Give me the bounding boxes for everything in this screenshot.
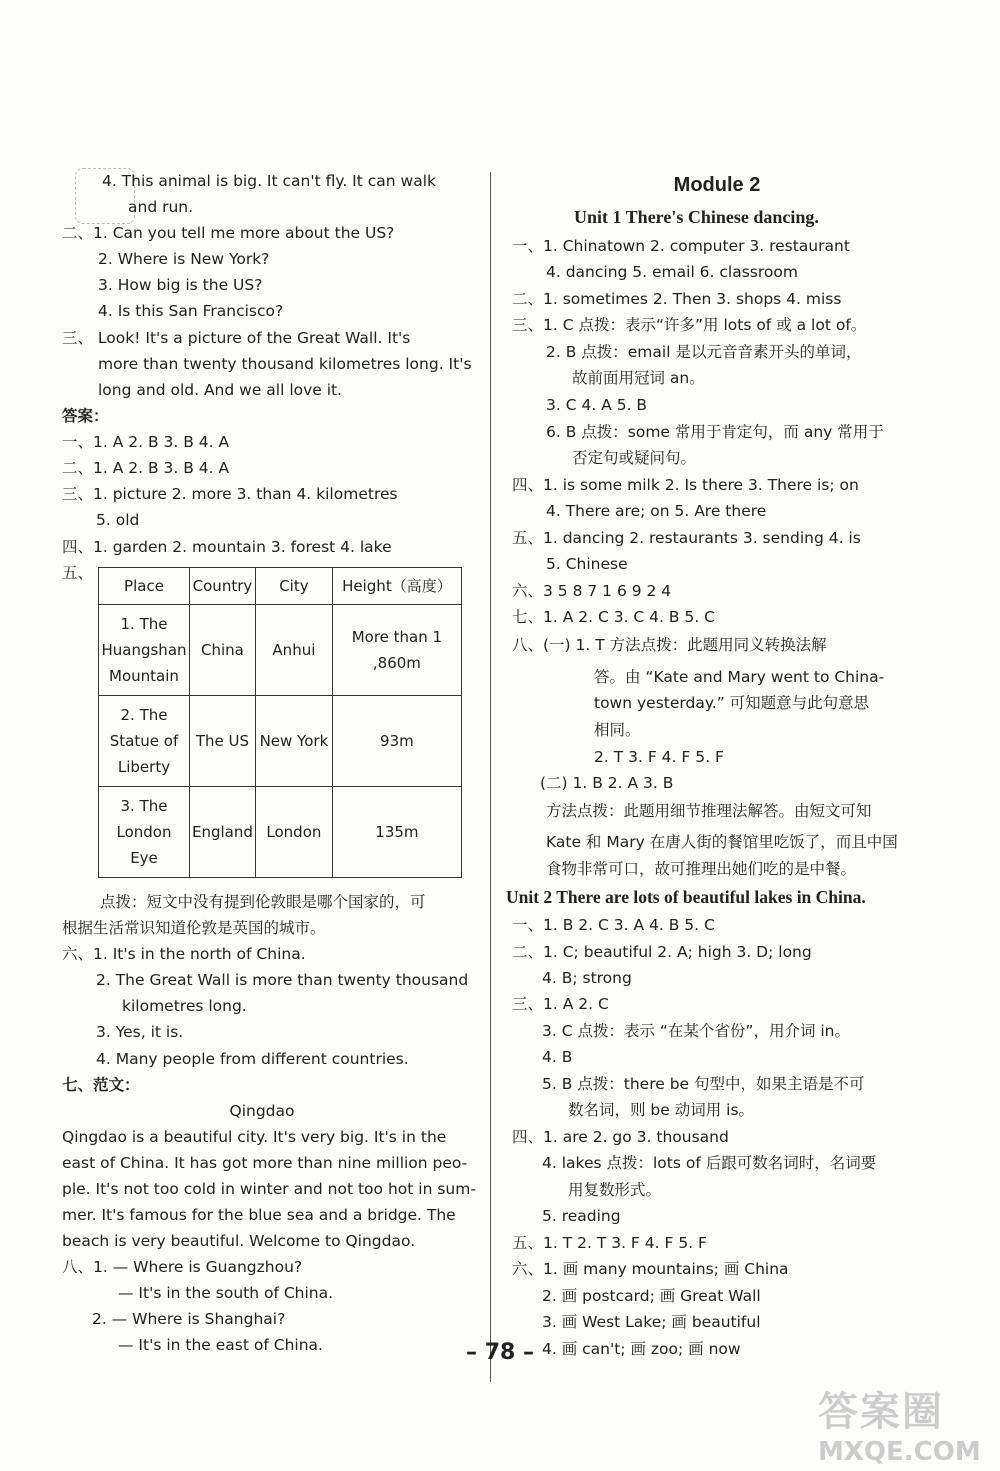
text-line: 方法点拨：此题用细节推理法解答。由短文可知 [546, 802, 872, 820]
text-line: 二、1. Can you tell me more about the US? [62, 224, 395, 242]
note-line: 根据生活常识知道伦敦是英国的城市。 [62, 919, 326, 937]
text-line: 4. B [542, 1048, 573, 1066]
text-line: (二) 1. B 2. A 3. B [540, 774, 674, 792]
text-line: 食物非常可口，故可推理出她们吃的是中餐。 [546, 860, 857, 878]
essay-line: Qingdao is a beautiful city. It's very big. It's in the [62, 1128, 447, 1146]
text-line: 四、1. garden 2. mountain 3. forest 4. lake [62, 538, 392, 556]
column-divider [490, 172, 491, 1382]
site-watermark-logo [818, 1380, 981, 1467]
table-cell: The US [190, 696, 256, 787]
text-line: 三、1. picture 2. more 3. than 4. kilometres [62, 485, 398, 503]
text-line: — It's in the east of China. [118, 1336, 323, 1354]
text-line: 三、 Look! It's a picture of the Great Wall. It's [62, 329, 411, 347]
text-line: 2. The Great Wall is more than twenty thousand [96, 971, 469, 989]
text-line: 4. Many people from different countries. [96, 1050, 409, 1068]
text-line: 三、1. C 点拨：表示“许多”用 lots of 或 a lot of。 [512, 316, 867, 334]
text-line: 4. 画 can't; 画 zoo; 画 now [542, 1340, 741, 1358]
text-line: 六、1. 画 many mountains; 画 China [512, 1260, 789, 1278]
text-line: 4. Is this San Francisco? [98, 302, 284, 320]
text-line: 二、1. A 2. B 3. B 4. A [62, 459, 230, 477]
text-line: 六、1. It's in the north of China. [62, 945, 306, 963]
text-line: 5. old [96, 511, 140, 529]
text-line: 六、3 5 8 7 1 6 9 2 4 [512, 582, 672, 600]
text-line: long and old. And we all love it. [98, 381, 343, 399]
essay-line: beach is very beautiful. Welcome to Qingdao. [62, 1232, 416, 1250]
text-line: 八、1. — Where is Guangzhou? [62, 1258, 303, 1276]
table-row [99, 787, 462, 878]
table-cell: New York [255, 696, 332, 787]
table-row [99, 605, 462, 696]
text-line: 一、1. A 2. B 3. B 4. A [62, 433, 230, 451]
text-line: 4. dancing 5. email 6. classroom [546, 263, 798, 281]
unit2-title: Unit 2 There are lots of beautiful lakes in China. [506, 887, 866, 907]
text-line: 相同。 [594, 721, 641, 739]
table-header-row [99, 568, 462, 605]
table-cell: 135m [332, 787, 461, 878]
text-line: 四、1. is some milk 2. Is there 3. There is; on [512, 476, 859, 494]
text-line: 3. C 点拨：表示 “在某个省份”，用介词 in。 [542, 1022, 851, 1040]
table-header-cell: City [255, 568, 332, 605]
watermark-logo-url: MXQE.COM [818, 1437, 981, 1467]
table-cell: Anhui [255, 605, 332, 696]
text-line: town yesterday.” 可知题意与此句意思 [594, 694, 870, 712]
text-line: 3. How big is the US? [98, 276, 263, 294]
essay-title: Qingdao [229, 1102, 295, 1120]
table-cell: 93m [332, 696, 461, 787]
text-line: 二、1. C; beautiful 2. A; high 3. D; long [512, 943, 812, 961]
text-line: kilometres long. [122, 997, 247, 1015]
places-table [98, 567, 462, 878]
text-line: 3. C 4. A 5. B [546, 396, 648, 414]
text-line: Kate 和 Mary 在唐人街的餐馆里吃饭了，而且中国 [546, 833, 898, 851]
text-line: 用复数形式。 [568, 1181, 662, 1199]
text-line: 5. Chinese [546, 555, 628, 573]
text-line: 2. B 点拨：email 是以元音音素开头的单词， [546, 343, 862, 361]
text-line: 答。由 “Kate and Mary went to China- [594, 668, 885, 686]
answers-heading: 答案： [62, 407, 109, 425]
text-line: 5. reading [542, 1207, 621, 1225]
text-line: 2. 画 postcard; 画 Great Wall [542, 1287, 761, 1305]
text-line: 五、 [62, 564, 94, 582]
text-line: 4. There are; on 5. Are there [546, 502, 767, 520]
text-line: 一、1. B 2. C 3. A 4. B 5. C [512, 916, 715, 934]
text-line: 三、1. A 2. C [512, 995, 609, 1013]
table-header-cell: Height（高度） [332, 568, 461, 605]
table-header-cell: Country [190, 568, 256, 605]
text-line: 4. lakes 点拨：lots of 后跟可数名词时，名词要 [542, 1154, 877, 1172]
text-line: and run. [128, 198, 194, 216]
text-line: 5. B 点拨：there be 句型中，如果主语是不可 [542, 1075, 865, 1093]
text-line: 一、1. Chinatown 2. computer 3. restaurant [512, 237, 850, 255]
text-line: more than twenty thousand kilometres long. It's [98, 355, 472, 373]
unit1-title: Unit 1 There's Chinese dancing. [574, 207, 819, 227]
text-line: 否定句或疑问句。 [572, 449, 697, 467]
sample-essay-heading: 七、范文： [62, 1076, 140, 1094]
module-title: Module 2 [673, 174, 761, 196]
text-line: 3. Yes, it is. [96, 1023, 184, 1041]
text-line: 2. T 3. F 4. F 5. F [594, 748, 724, 766]
table-cell: China [190, 605, 256, 696]
table-cell: London [255, 787, 332, 878]
essay-line: ple. It's not too cold in winter and not too hot in sum- [62, 1180, 476, 1198]
text-line: 五、1. T 2. T 3. F 4. F 5. F [512, 1234, 707, 1252]
text-line: 七、1. A 2. C 3. C 4. B 5. C [512, 608, 715, 626]
text-line: 四、1. are 2. go 3. thousand [512, 1128, 729, 1146]
table-cell: England [190, 787, 256, 878]
text-line: 3. 画 West Lake; 画 beautiful [542, 1313, 761, 1331]
essay-line: east of China. It has got more than nine million peo- [62, 1154, 468, 1172]
page-number: – 78 – [466, 1340, 534, 1365]
text-line: 4. B; strong [542, 969, 632, 987]
watermark-logo-text: 答案圈 [818, 1389, 944, 1435]
table-header-cell: Place [99, 568, 190, 605]
text-line: 数名词，则 be 动词用 is。 [568, 1101, 755, 1119]
text-line: 故前面用冠词 an。 [572, 369, 705, 387]
table-cell: More than 1 ,860m [332, 605, 461, 696]
essay-line: mer. It's famous for the blue sea and a bridge. The [62, 1206, 456, 1224]
text-line: 4. This animal is big. It can't fly. It can walk [102, 172, 436, 190]
text-line: — It's in the south of China. [118, 1284, 334, 1302]
table-cell: 2. The Statue of Liberty [99, 696, 190, 787]
text-line: 二、1. sometimes 2. Then 3. shops 4. miss [512, 290, 842, 308]
text-line: 八、(一) 1. T 方法点拨：此题用同义转换法解 [512, 636, 827, 654]
text-line: 2. Where is New York? [98, 250, 270, 268]
note-line: 点拨：短文中没有提到伦敦眼是哪个国家的，可 [100, 893, 426, 911]
table-row [99, 696, 462, 787]
text-line: 2. — Where is Shanghai? [92, 1310, 286, 1328]
table-cell: 3. The London Eye [99, 787, 190, 878]
text-line: 五、1. dancing 2. restaurants 3. sending 4. is [512, 529, 861, 547]
text-line: 6. B 点拨：some 常用于肯定句，而 any 常用于 [546, 423, 884, 441]
table-cell: 1. The Huangshan Mountain [99, 605, 190, 696]
